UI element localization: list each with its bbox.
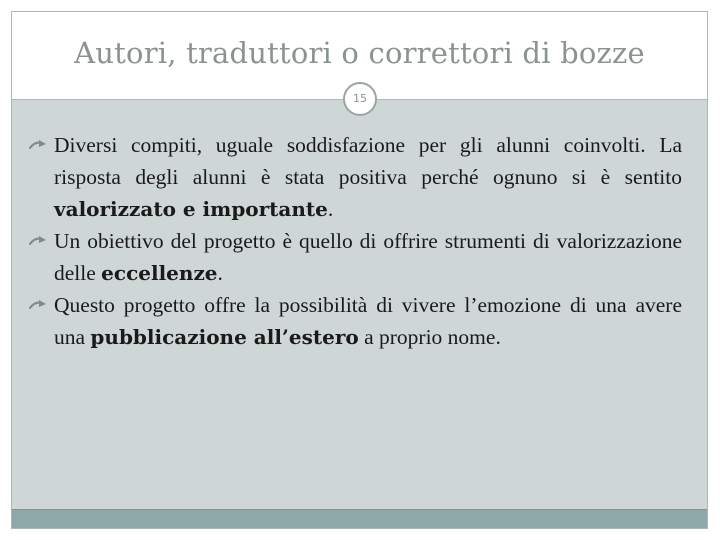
bullet-text: Questo progetto offre la possibilità di vivere l’emozione di una avere una <box>54 293 682 349</box>
slide <box>11 11 708 529</box>
bullet-text: Un obiettivo del progetto è quello di offrire strumenti di valorizzazione delle <box>54 229 682 285</box>
bullet-emphasis-text: eccellenze <box>101 261 218 285</box>
arrow-bullet-icon <box>28 235 48 247</box>
slide-title: Autori, traduttori o correttori di bozze <box>74 36 645 70</box>
arrow-bullet-icon <box>28 299 48 311</box>
slide-number-badge: 15 <box>343 82 377 116</box>
bullet-emphasis-text: valorizzato e importante <box>54 197 328 221</box>
bullet-text: a proprio nome. <box>358 325 501 349</box>
bullet-text: Diversi compiti, uguale soddisfazione per gli alunni coinvolti. La risposta degli alunni è stata positiva perché ognuno si è sentito <box>54 133 682 189</box>
bullet-item <box>24 225 682 289</box>
arrow-bullet-icon <box>28 139 48 151</box>
bullet-list <box>24 129 682 353</box>
bullet-text: . <box>217 261 223 285</box>
bullet-item <box>24 289 682 353</box>
bottom-bar <box>12 509 707 528</box>
bullet-item <box>24 129 682 225</box>
bullet-emphasis-text: pubblicazione all’estero <box>90 325 359 349</box>
bullet-text: . <box>327 197 334 221</box>
